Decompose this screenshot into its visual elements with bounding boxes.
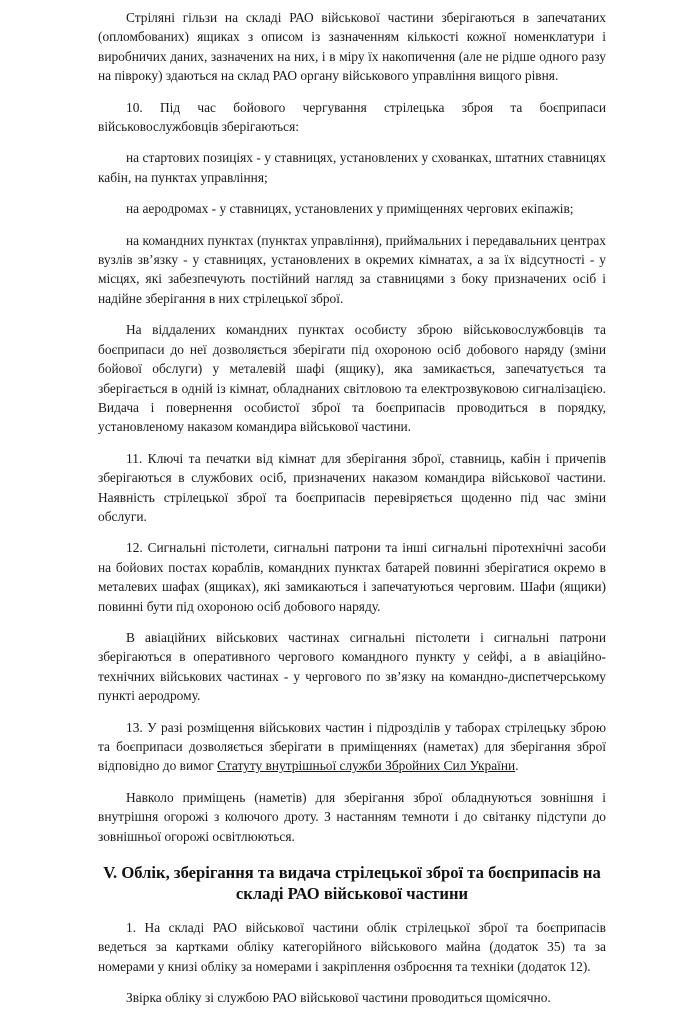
paragraph-11: 11. Ключі та печатки від кімнат для зберігання зброї, ставниць, кабін і причепів зберігаються в службових осіб, призначених наказом командира військової частини. Наявність стрілецької зброї та боєприпасів перевіряється щоденно під час зміни обслуги. bbox=[98, 450, 606, 524]
statute-link[interactable]: Статуту внутрішньої служби Збройних Сил України bbox=[217, 758, 516, 774]
paragraph-aviation-units: В авіаційних військових частинах сигнальні пістолети і сигнальні патрони зберігаються в оперативного чергового командного пункту у сейфі, а в авіаційно-технічних військових частинах - у чергового по зв’язку на командно-диспетчерському пункті аеродрому. bbox=[98, 629, 606, 704]
paragraph-spent-casings: Стріляні гільзи на складі РАО військової частини зберігаються в запечатаних (опломбованих) ящиках з описом із зазначенням кількості кожної номенклатури і виробничих даних, зазначених на них, і в міру їх накопичення (але не рідше одного разу на півроку) здаються на склад РАО органу військового управління вищого рівня. bbox=[98, 10, 606, 84]
paragraph-13-end: . bbox=[515, 758, 519, 774]
document-body bbox=[98, 8, 606, 1020]
paragraph-13-text: 13. У разі розміщення військових частин і підрозділів у таборах стрілецьку зброю та боєприпаси дозволяється зберігати в приміщеннях (наметах) для зберігання зброї відповідно до вимог bbox=[98, 719, 606, 774]
section-v-paragraph-1: 1. На складі РАО військової частини облік стрілецької зброї та боєприпасів ведеться за картками обліку категорійного військового майна (додаток 35) та за номерами у книзі обліку за номерами і закріплення озброєння та техніки (додаток 12). bbox=[98, 920, 606, 974]
paragraph-10: 10. Під час бойового чергування стрілецька зброя та боєприпаси військовослужбовців зберігаються: bbox=[98, 99, 606, 135]
paragraph-command-posts: на командних пунктах (пунктах управління), приймальних і передавальних центрах вузлів зв’язку - у ставницях, установлених в окремих кімнатах, а за їх відсутності - у місцях, які забезпечують постійний нагляд за ставницями з боку призначених осіб і надійне зберігання в них стрілецької зброї. bbox=[98, 232, 606, 306]
paragraph-12: 12. Сигнальні пістолети, сигнальні патрони та інші сигнальні піротехнічні засоби на бойових постах кораблів, командних пунктах батарей повинні зберігатися окремо в металевих шафах (ящиках), які замикаються і запечатуються черговим. Шафи (ящики) повинні бути під охороною осіб добового наряду. bbox=[98, 540, 606, 614]
paragraph-fencing: Навколо приміщень (наметів) для зберігання зброї обладнуються зовнішня і внутрішня огорожі з колючого дроту. З настанням темноти і до світанку підступи до зовнішньої огорожі освітлюються. bbox=[98, 789, 606, 844]
paragraph-launch-positions: на стартових позиціях - у ставницях, установлених у схованках, штатних ставницях кабін, на пунктах управління; bbox=[98, 150, 606, 185]
paragraph-remote-command-posts: На віддалених командних пунктах особисту зброю військовослужбовців та боєприпаси до неї дозволяється зберігати під охороною осіб добового наряду (зміни бойової обслуги) у металевій шафі (ящику), яка замикається, запечатується та зберігається в одній із кімнат, обладнаних світловою та електрозвуковою сигналізацією. Видача і повернення особистої зброї та боєприпасів проводиться в порядку, установленому наказом командира військової частини. bbox=[98, 322, 606, 435]
section-v-paragraph-reconciliation: Звірка обліку зі службою РАО військової частини проводиться щомісячно. bbox=[126, 990, 551, 1006]
section-v-heading: V. Облік, зберігання та видача стрілецької зброї та боєприпасів на складі РАО військової частини bbox=[103, 863, 601, 904]
paragraph-13 bbox=[98, 718, 606, 776]
paragraph-airfields: на аеродромах - у ставницях, установлених у приміщеннях чергових екіпажів; bbox=[126, 201, 574, 217]
